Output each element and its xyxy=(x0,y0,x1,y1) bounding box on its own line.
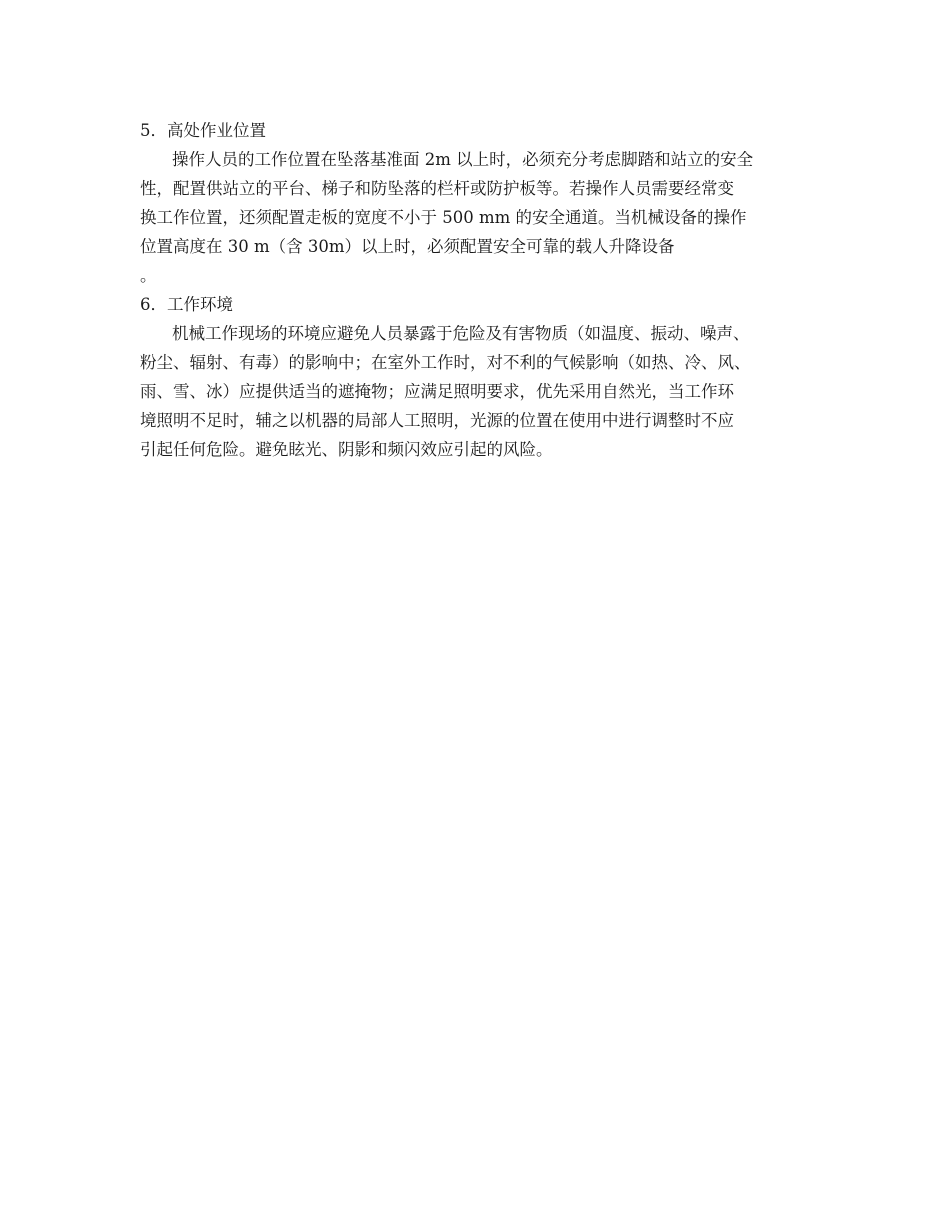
section-5-line-4: 位置高度在 30 m（含 30m）以上时，必须配置安全可靠的载人升降设备 xyxy=(140,237,675,256)
section-5-line-3: 换工作位置，还须配置走板的宽度不小于 500 mm 的安全通道。当机械设备的操作 xyxy=(140,208,747,227)
section-6-heading: 6．工作环境 xyxy=(140,295,233,314)
section-5-heading: 5．高处作业位置 xyxy=(140,121,266,140)
section-5-line-5: 。 xyxy=(140,266,157,285)
section-5-line-2: 性，配置供站立的平台、梯子和防坠落的栏杆或防护板等。若操作人员需要经常变 xyxy=(140,179,734,198)
section-6-line-2: 粉尘、辐射、有毒）的影响中；在室外工作时，对不利的气候影响（如热、冷、风、 xyxy=(140,353,751,372)
section-6-line-4: 境照明不足时，辅之以机器的局部人工照明，光源的位置在使用中进行调整时不应 xyxy=(140,411,734,430)
section-6-line-1: 机械工作现场的环境应避免人员暴露于危险及有害物质（如温度、振动、噪声、 xyxy=(172,324,750,343)
document-body xyxy=(140,116,820,464)
section-6-line-3: 雨、雪、冰）应提供适当的遮掩物；应满足照明要求，优先采用自然光，当工作环 xyxy=(140,382,734,401)
section-6-line-5: 引起任何危险。避免眩光、阴影和频闪效应引起的风险。 xyxy=(140,440,553,459)
section-5-line-1: 操作人员的工作位置在坠落基准面 2m 以上时，必须充分考虑脚踏和站立的安全 xyxy=(172,150,754,169)
